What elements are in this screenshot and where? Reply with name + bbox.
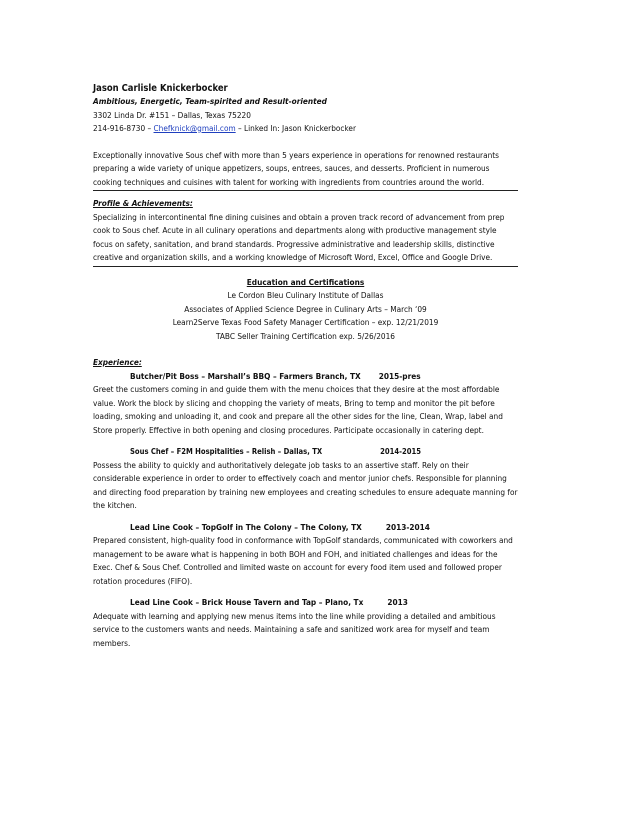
summary: Exceptionally innovative Sous chef with more than 5 years experience in operations for renowned restaurants preparing a wide variety of unique appetizers, soups, entrees, sauces, and desserts. Proficient in numerous cooking techniques and cuisines with talent for working with ingredients from countries around the world. [93,149,499,187]
profile-heading: Profile & Achievements: [93,198,193,208]
education-line: Associates of Applied Science Degree in Culinary Arts – March ‘09 [184,303,427,314]
job-title: Lead Line Cook – Brick House Tavern and Tap – Plano, Tx 2013 [93,596,518,610]
email-link[interactable]: Chefknick@gmail.com [153,123,236,133]
job-description: Greet the customers coming in and guide them with the menu choices that they desire at the most affordable value. Work the block by slicing and chopping the variety of meats, Bring to temp and monitor the pit before loading, smoking and unloading it, and cook and prepare all the other sides for the line, Clean, Wrap, label and Store properly. Effective in both opening and closing procedures. Participate occasionally in catering dept. [93,384,503,435]
job-dates: 2014-2015 [380,447,422,456]
job-dates: 2015-pres [378,370,421,381]
job-title: Lead Line Cook – TopGolf in The Colony – The Colony, TX 2013-2014 [93,521,518,535]
tagline: Ambitious, Energetic, Team-spirited and Result-oriented [93,96,327,106]
education-heading: Education and Certifications [246,276,365,287]
address: 3302 Linda Dr. #151 – Dallas, Texas 75220 [93,109,251,120]
education-section [93,276,518,344]
education-line: Learn2Serve Texas Food Safety Manager Certification – exp. 12/21/2019 [172,317,439,327]
job-description: Prepared consistent, high-quality food in conformance with TopGolf standards, communicated with coworkers and management to be aware what is happening in both BOH and FOH, and initiated challenges and ideas for the Exec. Chef & Sous Chef. Controlled and limited waste on account for every food item used and followed proper rotation procedures (FIFO). [93,535,513,586]
experience-heading: Experience: [93,357,142,367]
job-description: Possess the ability to quickly and authoritatively delegate job tasks to an assertive staff. Rely on their considerable experience in order to order to effectively coach and mentor junior chefs. Responsible for planning and directing food preparation by training new employees and creating schedules to ensure adequate manning for the kitchen. [93,459,518,510]
profile-text: Specializing in intercontinental fine dining cuisines and obtain a proven track record of advancement from prep cook to Sous chef. Acute in all culinary operations and departments along with productive management style focus on safety, sanitation, and brand standards. Progressive administrative and leadership skills, distinctive creative and organization skills, and a working knowledge of Microsoft Word, Excel, Office and Google Drive. [93,211,505,262]
education-line: TABC Seller Training Certification exp. 5/26/2016 [216,330,395,341]
job-dates: 2013 [387,597,408,607]
job-dates: 2013-2014 [385,521,430,532]
job-entry [93,445,518,513]
resume-page [93,82,518,650]
job-title: Butcher/Pit Boss – Marshall’s BBQ – Farmers Branch, TX 2015-pres [93,370,518,384]
job-description: Adequate with learning and applying new menus items into the line while providing a detailed and ambitious service to the customers wants and needs. Maintaining a safe and sanitized work area for myself and team members. [93,610,496,648]
linkedin: – Linked In: Jason Knickerbocker [235,123,356,133]
job-entry [93,596,518,650]
job-entry [93,370,518,438]
job-title: Sous Chef – F2M Hospitalities – Relish – Dallas, TX 2014-2015 [93,445,518,459]
contact-line [93,122,518,136]
candidate-name: Jason Carlisle Knickerbocker [93,83,228,94]
job-entry [93,521,518,589]
phone: 214-916-8730 – [93,123,154,133]
education-line: Le Cordon Bleu Culinary Institute of Dallas [227,290,384,300]
